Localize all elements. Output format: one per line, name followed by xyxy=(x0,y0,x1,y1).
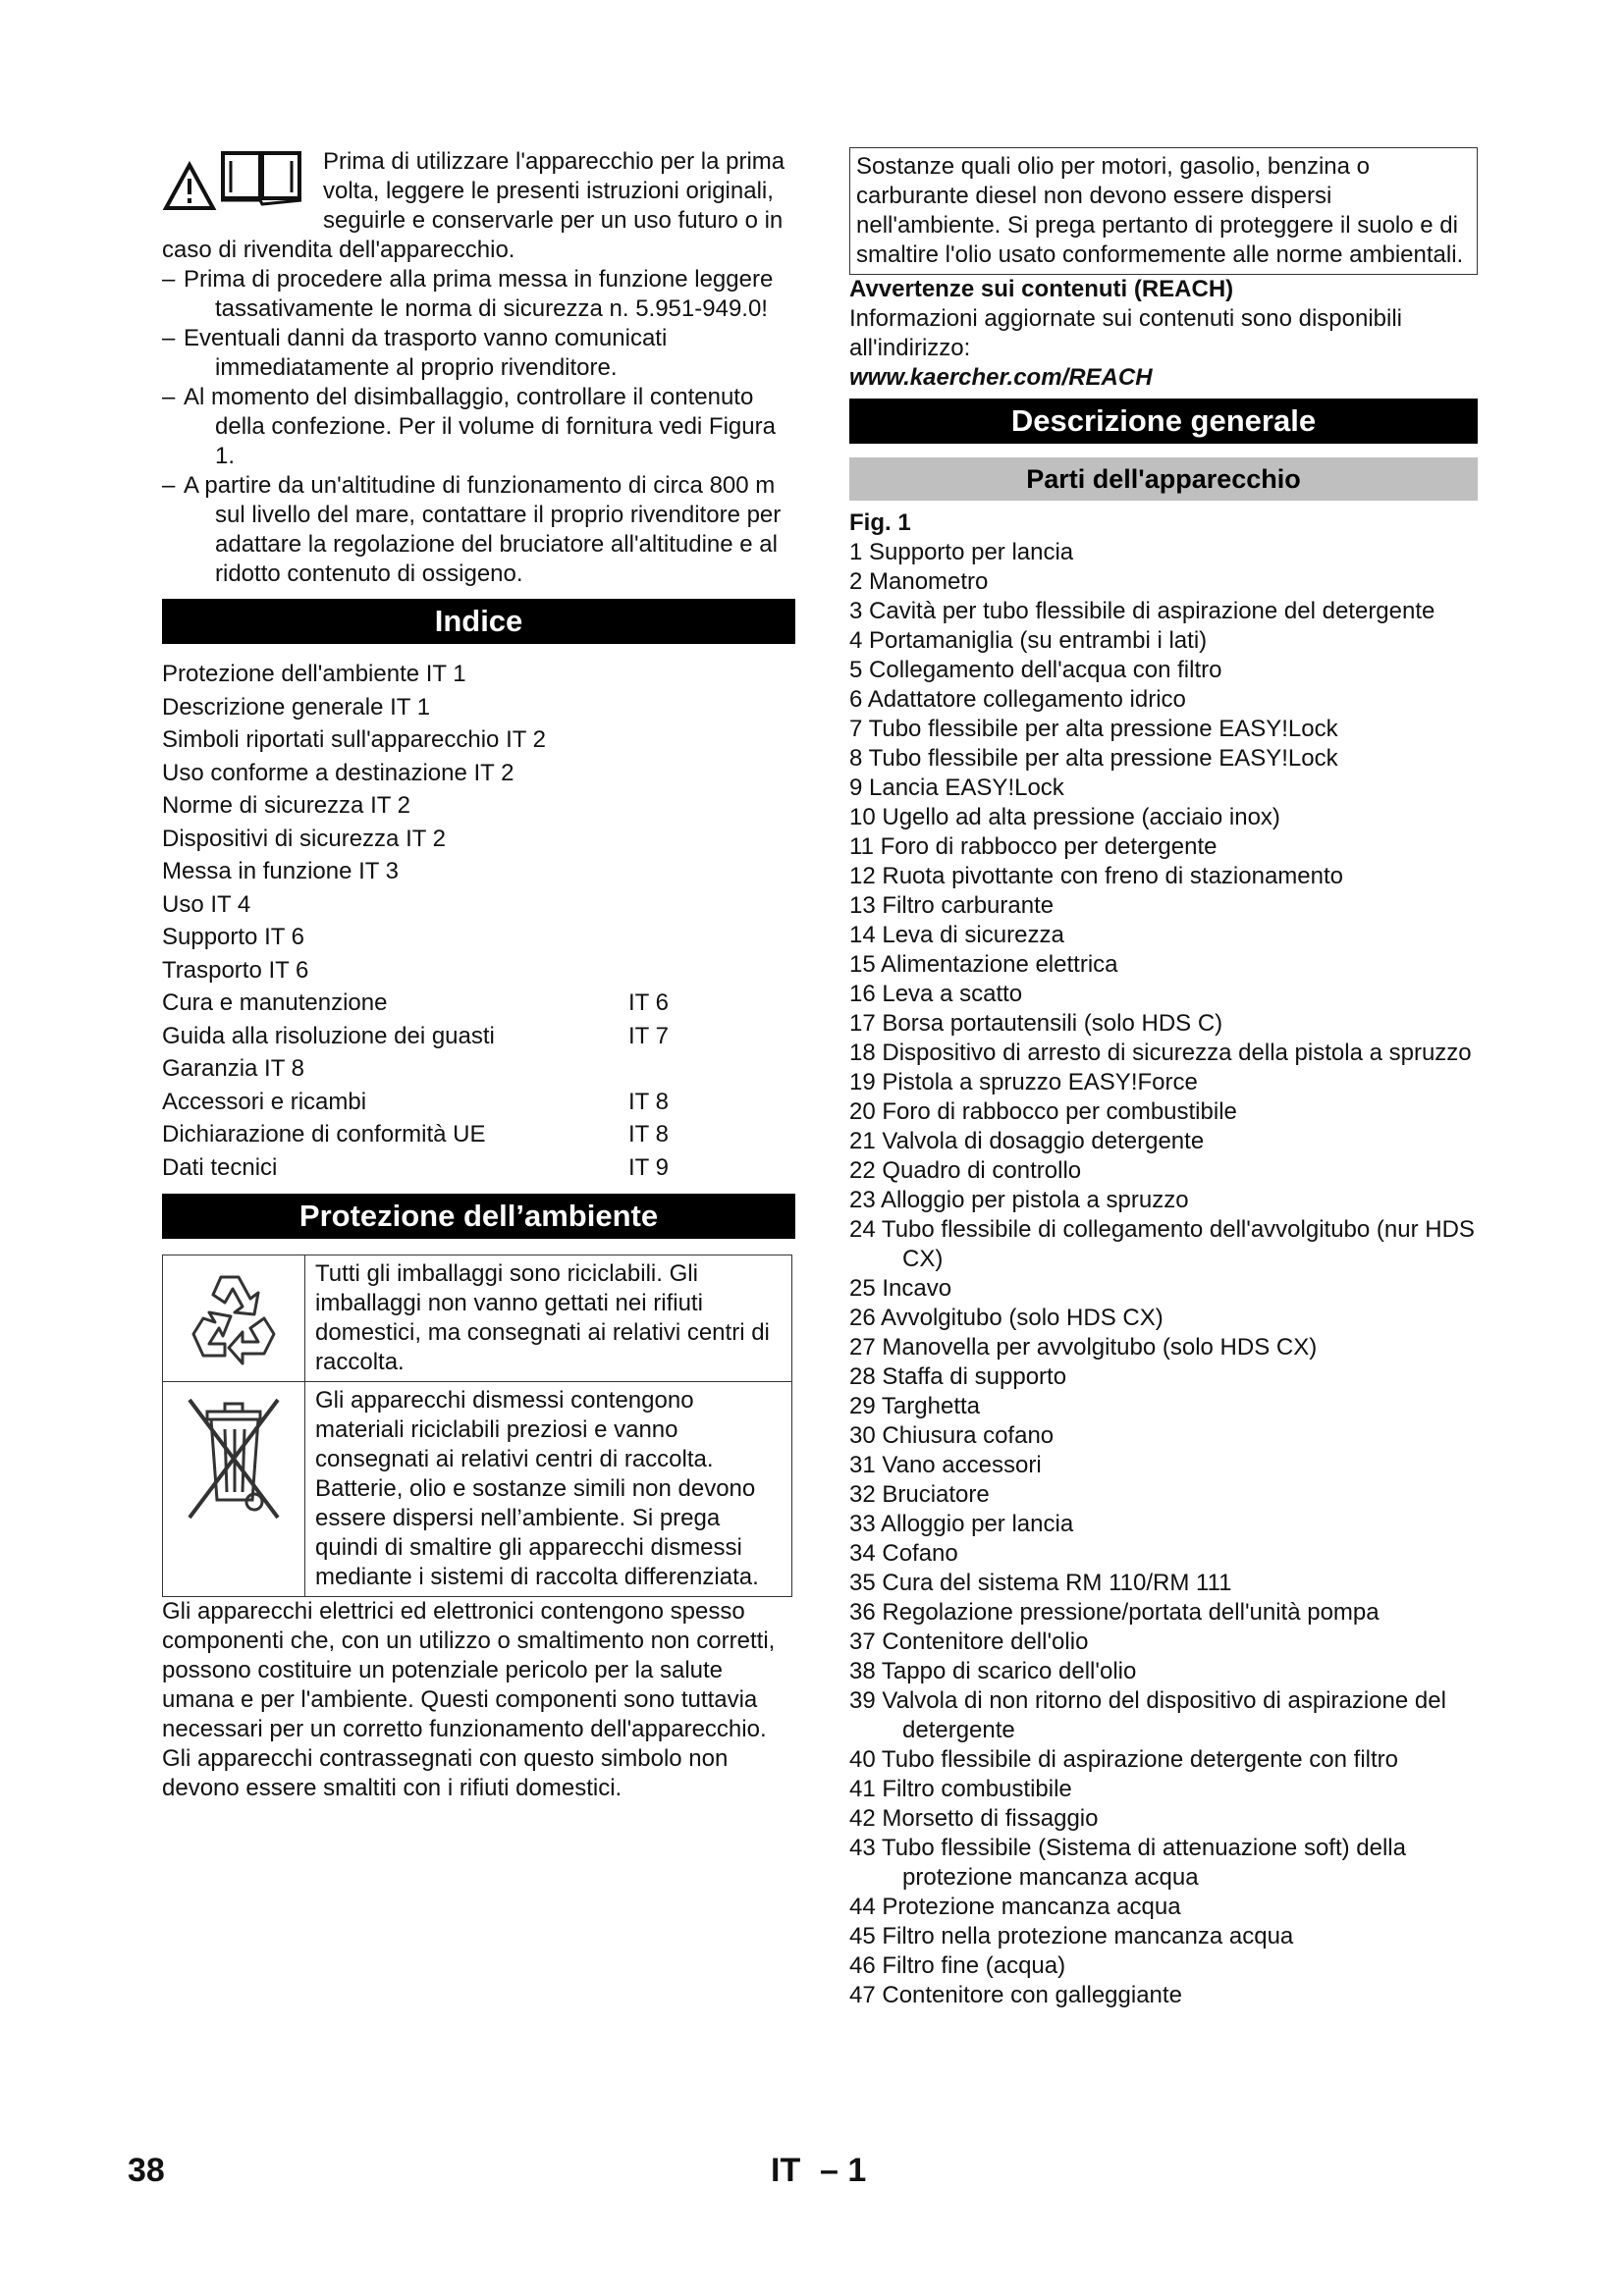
list-item: 18 Dispositivo di arresto di sicurezza della pistola a spruzzo xyxy=(849,1040,1472,1066)
list-item: 44 Protezione mancanza acqua xyxy=(849,1894,1181,1920)
reach-text: Informazioni aggiornate sui contenuti sono disponibili all'indirizzo: xyxy=(849,305,1403,361)
disposal-row xyxy=(163,1381,791,1596)
list-item: 32 Bruciatore xyxy=(849,1481,990,1508)
list-item: 35 Cura del sistema RM 110/RM 111 xyxy=(849,1570,1232,1596)
toc-row[interactable]: Uso IT 4 xyxy=(162,890,251,918)
list-item: 27 Manovella per avvolgitubo (solo HDS CX) xyxy=(849,1334,1318,1361)
list-item: 5 Collegamento dell'acqua con filtro xyxy=(849,657,1222,683)
environment-table xyxy=(162,1255,792,1597)
oil-warning-box: Sostanze quali olio per motori, gasolio, benzina o carburante diesel non devono essere dispersi nell'ambiente. Si prega pertanto di proteggere il suolo e di smaltire l'olio usato conformemente alle norme ambientali. xyxy=(849,147,1478,275)
figure-label: Fig. 1 xyxy=(849,509,911,536)
list-item: 17 Borsa portautensili (solo HDS C) xyxy=(849,1010,1223,1037)
list-item: 14 Leva di sicurezza xyxy=(849,922,1064,948)
list-item: 33 Alloggio per lancia xyxy=(849,1511,1074,1537)
list-item: 29 Targhetta xyxy=(849,1393,980,1419)
list-item: 28 Staffa di supporto xyxy=(849,1363,1067,1390)
list-item: 2 Manometro xyxy=(849,568,989,595)
crossed-bin-icon xyxy=(180,1390,288,1527)
footer-section-page: – 1 xyxy=(820,2152,867,2189)
description-heading: Descrizione generale xyxy=(849,399,1478,444)
manual-book-icon xyxy=(219,149,307,208)
toc-row[interactable]: Cura e manutenzione IT 6 xyxy=(162,989,669,1016)
list-item: 40 Tubo flessibile di aspirazione detergente con filtro xyxy=(849,1746,1399,1773)
parts-list xyxy=(849,538,1478,2010)
list-item: 3 Cavità per tubo flessibile di aspirazione del detergente xyxy=(849,598,1435,624)
list-item: 1 Supporto per lancia xyxy=(849,539,1074,565)
list-item: 15 Alimentazione elettrica xyxy=(849,951,1118,978)
list-item: 30 Chiusura cofano xyxy=(849,1422,1055,1449)
list-item: 26 Avvolgitubo (solo HDS CX) xyxy=(849,1305,1164,1331)
right-column xyxy=(849,147,1478,2010)
list-item: 31 Vano accessori xyxy=(849,1452,1042,1478)
list-item: 11 Foro di rabbocco per detergente xyxy=(849,833,1218,860)
list-item: 19 Pistola a spruzzo EASY!Force xyxy=(849,1069,1198,1095)
list-item: 13 Filtro carburante xyxy=(849,892,1055,919)
toc-row[interactable]: Norme di sicurezza IT 2 xyxy=(162,792,410,819)
list-item: 24 Tubo flessibile di collegamento dell'avvolgitubo (nur HDS CX) xyxy=(849,1216,1475,1272)
list-item: 45 Filtro nella protezione mancanza acqua xyxy=(849,1923,1294,1949)
toc-row[interactable]: Messa in funzione IT 3 xyxy=(162,858,400,884)
toc-row[interactable]: Accessori e ricambi IT 8 xyxy=(162,1088,669,1115)
toc-row[interactable]: Uso conforme a destinazione IT 2 xyxy=(162,759,514,786)
environment-heading: Protezione dell’ambiente xyxy=(162,1194,795,1239)
list-item: 20 Foro di rabbocco per combustibile xyxy=(849,1098,1237,1125)
toc-row[interactable]: Protezione dell'ambiente IT 1 xyxy=(162,661,466,687)
list-item: 38 Tappo di scarico dell'olio xyxy=(849,1658,1137,1684)
list-item: 42 Morsetto di fissaggio xyxy=(849,1805,1099,1832)
intro-lead: Prima di utilizzare l'apparecchio per la prima volta, leggere le presenti istruzioni originali, seguirle e conservarle per un uso futuro o in caso di rivendita dell'apparecchio. xyxy=(162,148,785,263)
list-item: 8 Tubo flessibile per alta pressione EASY!Lock xyxy=(849,745,1338,772)
toc-row[interactable]: Trasporto IT 6 xyxy=(162,956,309,984)
list-item: 46 Filtro fine (acqua) xyxy=(849,1952,1066,1979)
toc-heading: Indice xyxy=(162,599,795,644)
env-icon-cell xyxy=(163,1382,305,1596)
page-number: 38 xyxy=(128,2152,165,2189)
list-item: 7 Tubo flessibile per alta pressione EASY!Lock xyxy=(849,716,1338,742)
packaging-text: Tutti gli imballaggi sono riciclabili. Gli imballaggi non vanno gettati nei rifiuti domestici, ma consegnati ai relativi centri di raccolta. xyxy=(315,1260,770,1375)
toc-row[interactable]: Simboli riportati sull'apparecchio IT 2 xyxy=(162,726,546,753)
intro-icons xyxy=(162,147,309,222)
list-item: 47 Contenitore con galleggiante xyxy=(849,1982,1182,2008)
list-item: 10 Ugello ad alta pressione (acciaio inox) xyxy=(849,804,1280,830)
recycling-icon xyxy=(180,1263,288,1371)
list-item: 22 Quadro di controllo xyxy=(849,1157,1082,1184)
list-item: 41 Filtro combustibile xyxy=(849,1776,1072,1802)
list-item: 25 Incavo xyxy=(849,1275,952,1302)
toc-row[interactable]: Dispositivi di sicurezza IT 2 xyxy=(162,825,446,852)
toc-row[interactable]: Dati tecnici IT 9 xyxy=(162,1153,669,1181)
list-item: 34 Cofano xyxy=(849,1540,958,1567)
footer-lang: IT xyxy=(771,2152,801,2189)
intro-item: – Eventuali danni da trasporto vanno comunicati immediatamente al proprio rivenditore. xyxy=(162,325,668,381)
list-item: 12 Ruota pivottante con freno di stazionamento xyxy=(849,863,1343,889)
list-item: 39 Valvola di non ritorno del dispositivo di aspirazione del detergente xyxy=(849,1687,1446,1743)
list-item: 37 Contenitore dell'olio xyxy=(849,1629,1089,1655)
intro-item: – Prima di procedere alla prima messa in funzione leggere tassativamente le norma di sicurezza n. 5.951-949.0! xyxy=(162,266,774,322)
list-item: 16 Leva a scatto xyxy=(849,981,1023,1007)
parts-subheading: Parti dell'apparecchio xyxy=(849,457,1478,501)
list-item: 21 Valvola di dosaggio detergente xyxy=(849,1128,1205,1154)
reach-link[interactable]: www.kaercher.com/REACH xyxy=(849,364,1153,391)
list-item: 43 Tubo flessibile (Sistema di attenuazione soft) della protezione mancanza acqua xyxy=(849,1835,1406,1891)
list-item: 36 Regolazione pressione/portata dell'unità pompa xyxy=(849,1599,1380,1626)
list-item: 4 Portamaniglia (su entrambi i lati) xyxy=(849,627,1208,654)
disposal-text: Gli apparecchi dismessi contengono materiali riciclabili preziosi e vanno consegnati ai relativi centri di raccolta. Batterie, olio e sostanze simili non devono essere dispersi nell’ambiente. Si prega quindi di smaltire gli apparecchi dismessi mediante i sistemi di raccolta differenziata. xyxy=(315,1387,759,1590)
list-item: 23 Alloggio per pistola a spruzzo xyxy=(849,1187,1189,1213)
list-item: 6 Adattatore collegamento idrico xyxy=(849,686,1186,713)
packaging-row xyxy=(163,1255,791,1381)
weee-text: Gli apparecchi elettrici ed elettronici contengono spesso componenti che, con un utilizzo o smaltimento non corretti, possono costituire un potenziale pericolo per la salute umana e per l'ambiente. Questi componenti sono tuttavia necessari per un corretto funzionamento dell'apparecchio. Gli apparecchi contrassegnati con questo simbolo non devono essere smaltiti con i rifiuti domestici. xyxy=(162,1598,776,1801)
intro xyxy=(162,147,795,589)
list-item: 9 Lancia EASY!Lock xyxy=(849,774,1064,801)
toc-row[interactable]: Supporto IT 6 xyxy=(162,924,304,950)
toc-row[interactable]: Descrizione generale IT 1 xyxy=(162,693,431,721)
toc-row[interactable]: Garanzia IT 8 xyxy=(162,1055,304,1082)
left-column xyxy=(162,147,795,1803)
reach-title: Avvertenze sui contenuti (REACH) xyxy=(849,276,1234,302)
toc-list xyxy=(162,658,795,1184)
env-icon-cell xyxy=(163,1255,305,1381)
intro-item: – A partire da un'altitudine di funzionamento di circa 800 m sul livello del mare, contattare il proprio rivenditore per adattare la regolazione del bruciatore all'altitudine e al ridotto contenuto di ossigeno. xyxy=(162,472,782,587)
toc-row[interactable]: Guida alla risoluzione dei guasti IT 7 xyxy=(162,1022,669,1049)
toc-row[interactable]: Dichiarazione di conformità UE IT 8 xyxy=(162,1121,669,1148)
intro-item: – Al momento del disimballaggio, controllare il contenuto della confezione. Per il volume di fornitura vedi Figura 1. xyxy=(162,384,776,469)
